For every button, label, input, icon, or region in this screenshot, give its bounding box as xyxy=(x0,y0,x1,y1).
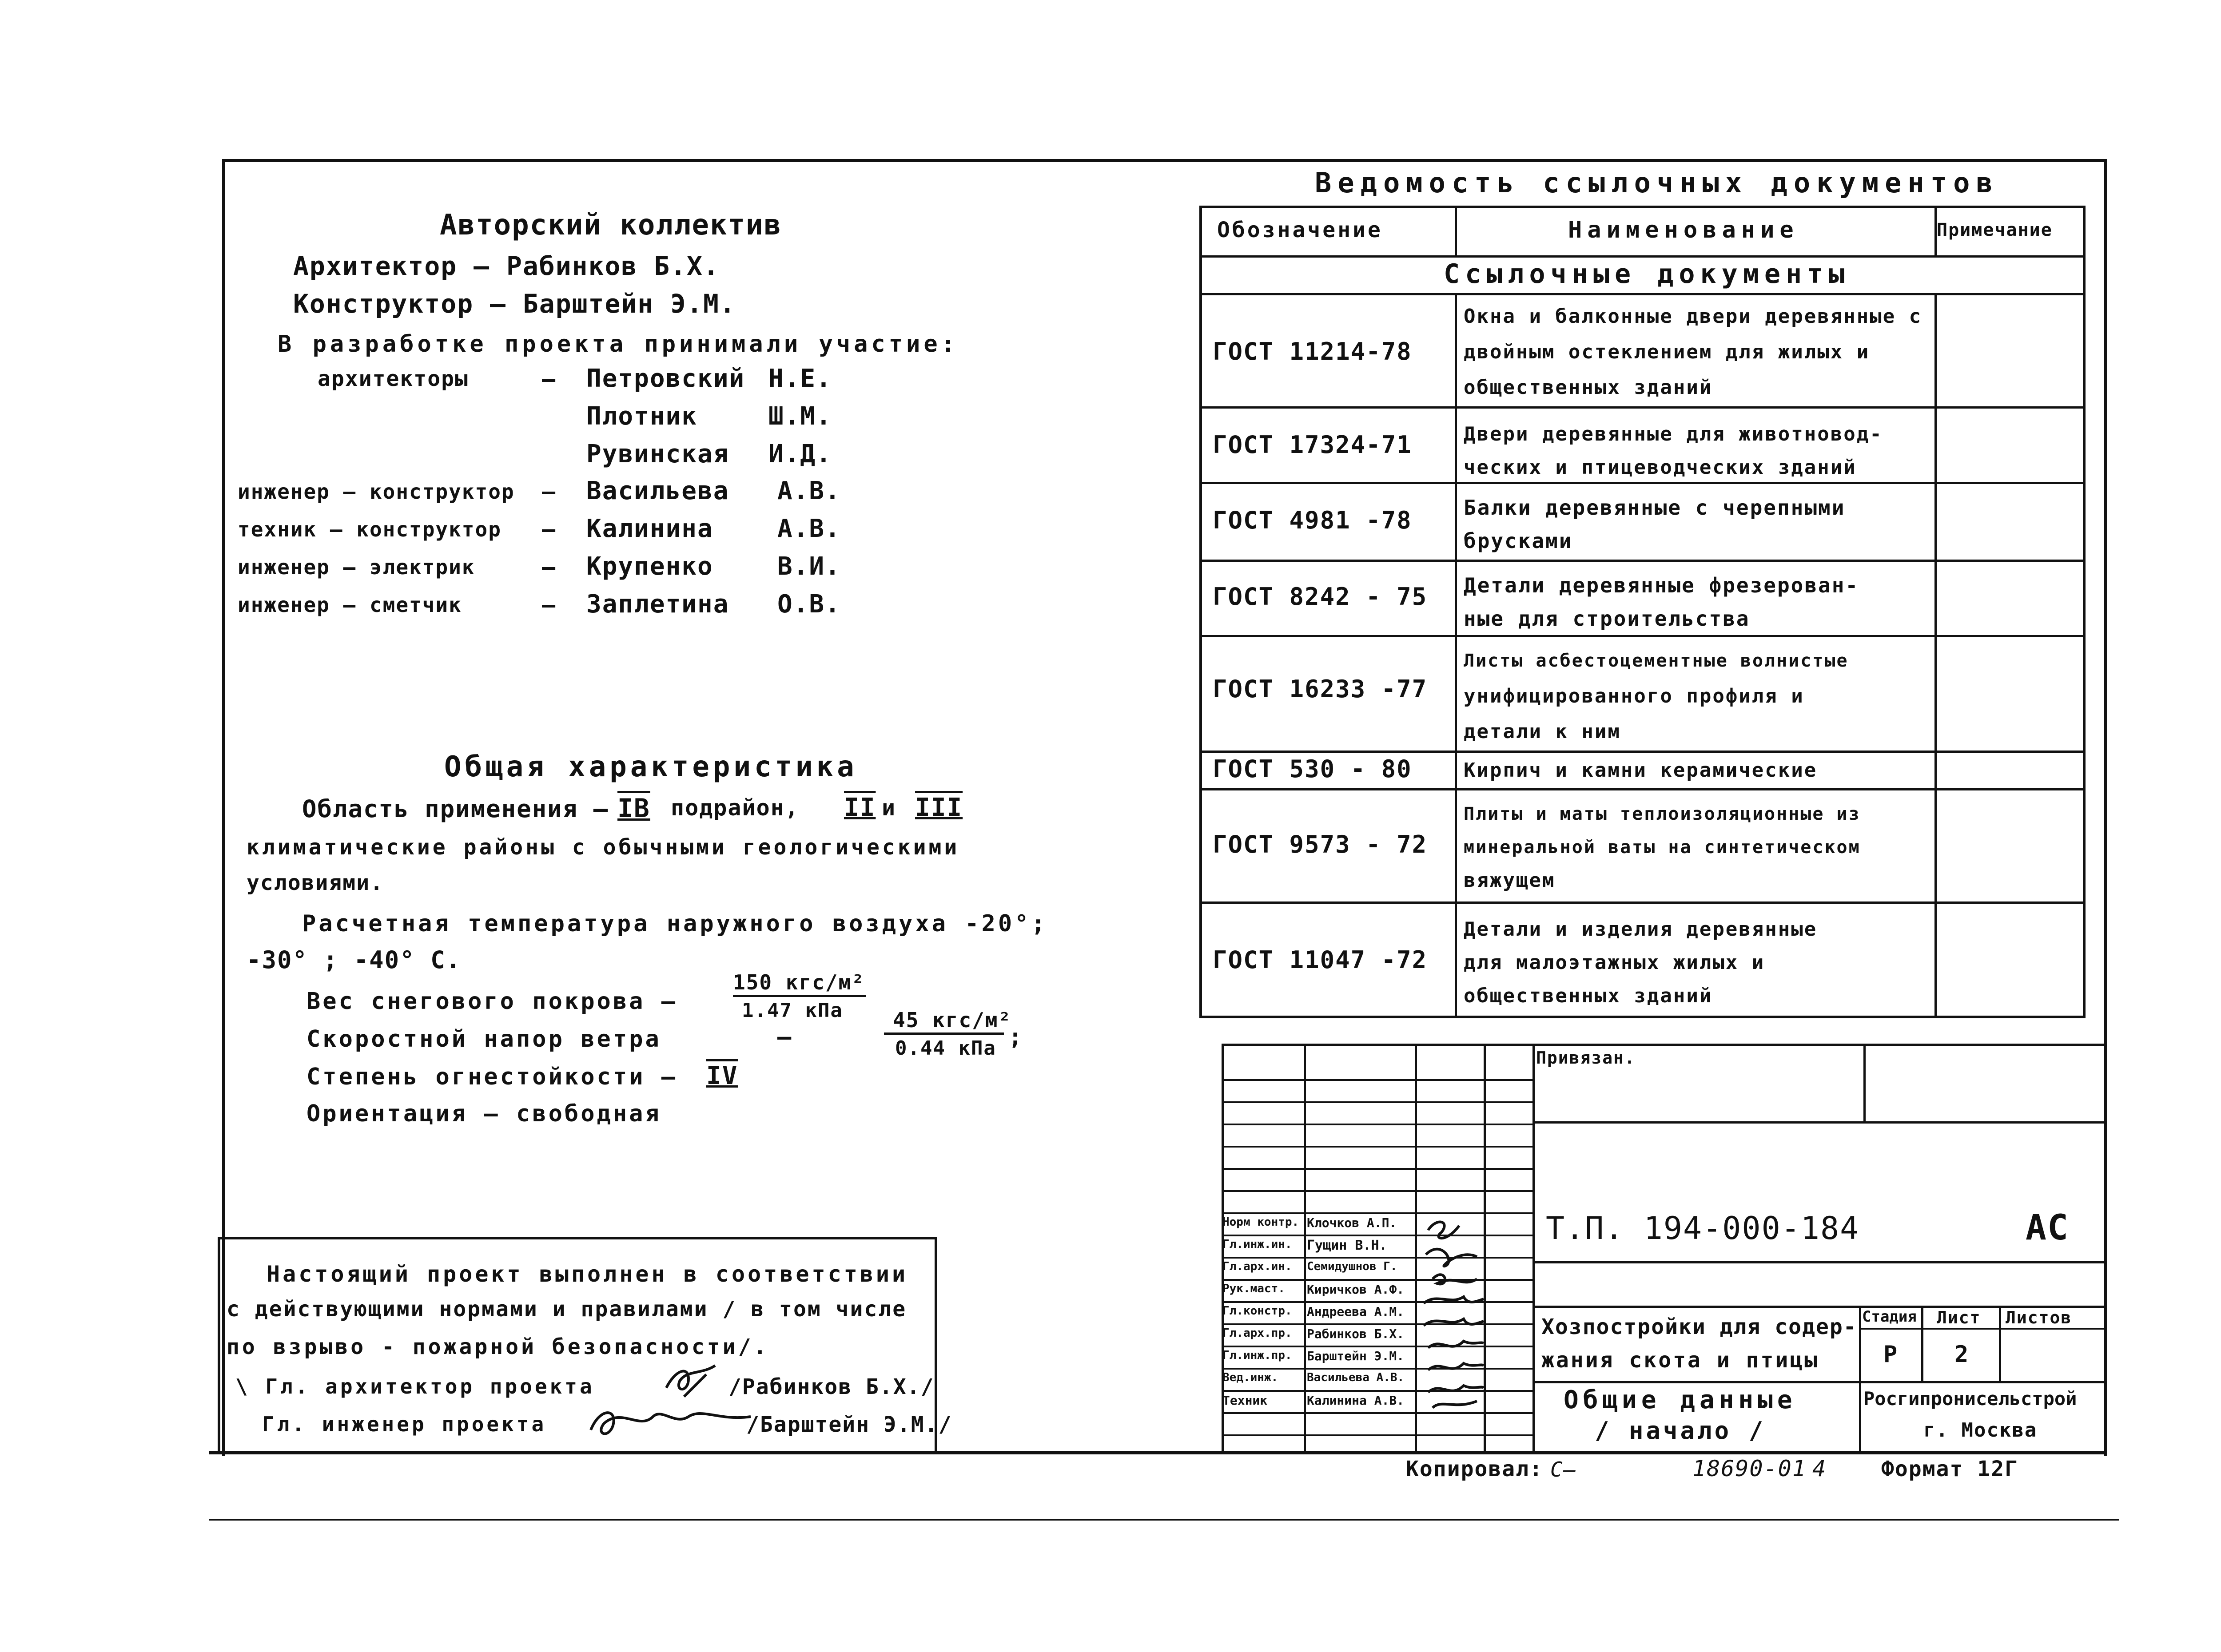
grid-hline xyxy=(1222,1434,1532,1436)
author-name: Петровский xyxy=(586,364,745,393)
section-row-line xyxy=(1199,293,2086,295)
ref-name-line: Детали и изделия деревянные xyxy=(1464,918,1818,941)
col-name-header: Наименование xyxy=(1568,217,1799,243)
fire-value: IV xyxy=(706,1061,738,1090)
author-role: техник — конструктор xyxy=(238,517,502,541)
ref-name-line: вяжущем xyxy=(1464,869,1556,892)
wind-label: Скоростной напор ветра xyxy=(306,1026,661,1052)
ref-code: ГОСТ 9573 - 72 xyxy=(1213,830,1428,858)
ref-name-line: для малоэтажных жилых и xyxy=(1464,951,1765,974)
trim-line xyxy=(209,1519,2119,1521)
stage-value: Р xyxy=(1883,1341,1899,1368)
author-dash: — xyxy=(542,516,557,542)
signatory-role: Гл.арх.ин. xyxy=(1222,1260,1292,1273)
author-initials: Ш.М. xyxy=(768,402,832,431)
chief-architect-name: /Рабинков Б.Х./ xyxy=(728,1374,935,1399)
climate-line: климатические районы с обычными геологическими xyxy=(247,835,960,860)
grid-hline xyxy=(1222,1346,1532,1347)
ref-name-line: общественных зданий xyxy=(1464,376,1713,399)
chief-engineer-role: Гл. инженер проекта xyxy=(262,1412,547,1436)
author-dash: — xyxy=(542,592,557,618)
drawing-number-suffix: 4 xyxy=(1812,1456,1827,1481)
fire-label: Степень огнестойкости — xyxy=(306,1064,678,1090)
row-line xyxy=(1199,788,2086,790)
format-label: Формат 12Г xyxy=(1881,1457,2018,1481)
ref-code: ГОСТ 17324-71 xyxy=(1213,431,1412,459)
grid-hline xyxy=(1222,1212,1532,1214)
signatory-name: Рабинков Б.Х. xyxy=(1307,1326,1405,1341)
signatory-role: Вед.инж. xyxy=(1222,1371,1278,1384)
signatory-name: Андреева А.М. xyxy=(1307,1304,1405,1319)
general-heading: Общая характеристика xyxy=(444,751,858,783)
wind-denominator: 0.44 кПа xyxy=(895,1037,996,1060)
compliance-line-1: Настоящий проект выполнен в соответствии xyxy=(267,1261,908,1287)
grid-vline xyxy=(1304,1044,1306,1454)
author-name: Плотник xyxy=(586,402,698,431)
chief-engineer-signature xyxy=(586,1399,755,1448)
zone-value: IВ xyxy=(617,793,650,823)
wind-fraction-bar xyxy=(884,1032,1004,1035)
grid-vline xyxy=(1415,1044,1417,1454)
stamp-hline xyxy=(1532,1381,2107,1383)
author-role: архитекторы xyxy=(318,366,469,391)
grid-hline xyxy=(1222,1124,1532,1125)
grid-hline xyxy=(1222,1412,1532,1414)
ref-code: ГОСТ 530 - 80 xyxy=(1213,755,1412,783)
stage-label: Стадия xyxy=(1862,1308,1917,1326)
privyazan-label: Привязан. xyxy=(1536,1048,1636,1068)
header-row-line xyxy=(1199,255,2086,258)
ref-name-line: Двери деревянные для животновод- xyxy=(1464,423,1883,445)
snow-fraction-bar xyxy=(733,995,866,997)
project-name-line-1: Хозпостройки для содер- xyxy=(1541,1314,1857,1339)
ref-code: ГОСТ 8242 - 75 xyxy=(1213,583,1428,611)
col-designation-header: Обозначение xyxy=(1217,218,1383,242)
ref-name-line: общественных зданий xyxy=(1464,985,1713,1007)
temperature-line-2: -30° ; -40° С. xyxy=(247,946,462,974)
author-name: Рувинская xyxy=(586,440,729,469)
ref-name-line: минеральной ваты на синтетическом xyxy=(1464,837,1861,858)
organization-line-2: г. Москва xyxy=(1923,1419,2038,1442)
zone-subregion: подрайон, xyxy=(671,795,799,821)
drawing-number: 18690-01 xyxy=(1692,1456,1807,1481)
section-header: Ссылочные документы xyxy=(1444,258,1850,290)
authors-constructor: Конструктор — Барштейн Э.М. xyxy=(293,289,736,319)
grid-hline xyxy=(1222,1257,1532,1259)
wind-numerator: 45 кгс/м² xyxy=(893,1008,1012,1032)
grid-vline xyxy=(1532,1044,1535,1454)
document-code: Т.П. 194-000-184 xyxy=(1546,1210,1860,1247)
ref-name-line: Детали деревянные фрезерован- xyxy=(1464,573,1859,597)
organization-line-1: Росгипронисельстрой xyxy=(1863,1388,2077,1410)
chief-architect-role: \ Гл. архитектор проекта xyxy=(235,1374,595,1398)
signatory-role: Гл.инж.пр. xyxy=(1222,1349,1292,1362)
document-mark: АС xyxy=(2026,1208,2069,1248)
signatory-role: Рук.маст. xyxy=(1222,1282,1285,1295)
author-name: Крупенко xyxy=(586,552,713,581)
ref-code: ГОСТ 4981 -78 xyxy=(1213,506,1412,534)
frame-top-line xyxy=(222,159,2106,162)
grid-hline xyxy=(1222,1146,1532,1148)
orientation-line: Ориентация — свободная xyxy=(306,1100,661,1127)
chief-engineer-name: /Барштейн Э.М./ xyxy=(746,1412,952,1437)
grid-hline xyxy=(1222,1101,1532,1103)
snow-denominator: 1.47 кПа xyxy=(742,999,843,1022)
ref-name-line: унифицированного профиля и xyxy=(1464,685,1804,707)
stamp-hline xyxy=(1532,1261,2107,1263)
col-line-1-body xyxy=(1455,293,1457,1018)
signatory-role: Норм контр. xyxy=(1222,1215,1299,1229)
stamp-hline xyxy=(1859,1328,2107,1330)
row-line xyxy=(1199,751,2086,753)
signatory-role: Гл.констр. xyxy=(1222,1304,1292,1318)
grid-hline xyxy=(1222,1168,1532,1170)
signatory-name: Киричков А.Ф. xyxy=(1307,1282,1405,1297)
sheet-value: 2 xyxy=(1954,1341,1970,1368)
ref-name-line: ческих и птицеводческих зданий xyxy=(1464,456,1857,479)
ref-name-line: ные для строительства xyxy=(1464,607,1750,631)
col-line-2-body xyxy=(1934,293,1937,1018)
signatory-name: Калинина А.В. xyxy=(1307,1393,1405,1408)
zone2-value: II xyxy=(844,793,876,822)
author-name: Калинина xyxy=(586,514,713,543)
author-role: инженер — сметчик xyxy=(238,593,462,617)
snow-label: Вес снегового покрова — xyxy=(306,988,678,1015)
ref-name-line: Плиты и маты теплоизоляционные из xyxy=(1464,804,1861,824)
grid-hline xyxy=(1222,1279,1532,1281)
stamp-hline xyxy=(1532,1121,2107,1124)
ref-code: ГОСТ 16233 -77 xyxy=(1213,675,1428,703)
stamp-vline xyxy=(1859,1306,1861,1454)
sheet-label: Лист xyxy=(1937,1308,1981,1327)
ref-name-line: Кирпич и камни керамические xyxy=(1464,759,1818,782)
row-line xyxy=(1199,901,2086,904)
author-dash: — xyxy=(542,479,557,504)
author-name: Заплетина xyxy=(586,590,729,619)
signatory-name: Семидушнов Г. xyxy=(1307,1260,1397,1273)
author-role: инженер — электрик xyxy=(238,555,475,579)
privyazan-vline xyxy=(1863,1044,1866,1121)
signatory-name: Гущин В.Н. xyxy=(1307,1238,1387,1253)
col-line-1 xyxy=(1455,206,1457,255)
wind-end: ; xyxy=(1008,1024,1023,1050)
author-initials: О.В. xyxy=(777,590,841,619)
stamp-signatures xyxy=(1419,1212,1486,1412)
signatory-role: Гл.арх.пр. xyxy=(1222,1326,1292,1340)
sheets-label: Листов xyxy=(2006,1308,2072,1327)
ref-name-line: брусками xyxy=(1464,529,1573,553)
copied-label: Копировал: xyxy=(1406,1457,1543,1481)
sheet-title-line-1: Общие данные xyxy=(1564,1386,1797,1414)
sheet-title-line-2: / начало / xyxy=(1595,1417,1766,1445)
author-initials: А.В. xyxy=(777,514,841,543)
signatory-role: Техник xyxy=(1222,1393,1268,1408)
temperature-line-1: Расчетная температура наружного воздуха -20°; xyxy=(302,910,1048,937)
author-role: инженер — конструктор xyxy=(238,480,515,504)
grid-hline xyxy=(1222,1301,1532,1303)
col-note-header: Примечание xyxy=(1937,220,2053,240)
signatory-role: Гл.инж.ин. xyxy=(1222,1238,1292,1251)
author-dash: — xyxy=(542,366,557,392)
grid-hline xyxy=(1222,1368,1532,1370)
project-name-line-2: жания скота и птицы xyxy=(1541,1348,1819,1373)
compliance-line-2: с действующими нормами и правилами / в том числе xyxy=(227,1297,907,1322)
row-line xyxy=(1199,406,2086,409)
author-dash: — xyxy=(542,554,557,580)
scope-label: Область применения — xyxy=(302,795,609,823)
signatory-name: Барштейн Э.М. xyxy=(1307,1349,1405,1363)
authors-participation: В разработке проекта принимали участие: xyxy=(278,331,959,357)
author-initials: В.И. xyxy=(777,552,841,581)
ref-name-line: детали к ним xyxy=(1464,720,1621,743)
author-initials: И.Д. xyxy=(768,440,832,469)
signatory-name: Клочков А.П. xyxy=(1307,1215,1397,1230)
references-title: Ведомость ссылочных документов xyxy=(1315,167,1999,199)
stamp-vline xyxy=(1921,1306,1923,1381)
copied-signature: С— xyxy=(1550,1457,1577,1481)
signatory-name: Васильева А.В. xyxy=(1307,1371,1405,1384)
grid-hline xyxy=(1222,1390,1532,1392)
ref-code: ГОСТ 11047 -72 xyxy=(1213,946,1428,974)
ref-code: ГОСТ 11214-78 xyxy=(1213,338,1412,365)
author-name: Васильева xyxy=(586,477,729,505)
grid-hline xyxy=(1222,1190,1532,1192)
conditions-line: условиями. xyxy=(247,870,384,895)
author-initials: А.В. xyxy=(777,477,841,505)
zone-and: и xyxy=(882,795,896,821)
ref-name-line: Листы асбестоцементные волнистые xyxy=(1464,651,1849,671)
wind-dash: — xyxy=(777,1024,792,1050)
compliance-line-3: по взрыво - пожарной безопасности/. xyxy=(227,1334,769,1359)
authors-heading: Авторский коллектив xyxy=(440,209,782,242)
zone3-value: III xyxy=(915,793,963,822)
author-initials: Н.Е. xyxy=(768,364,832,393)
stamp-vline xyxy=(1999,1306,2001,1381)
grid-hline xyxy=(1222,1235,1532,1236)
snow-numerator: 150 кгс/м² xyxy=(733,970,865,994)
row-line xyxy=(1199,560,2086,562)
authors-architect: Архитектор — Рабинков Б.Х. xyxy=(293,251,720,281)
ref-name-line: Окна и балконные двери деревянные с xyxy=(1464,305,1922,328)
ref-name-line: Балки деревянные с черепными xyxy=(1464,496,1846,520)
ref-name-line: двойным остеклением для жилых и xyxy=(1464,341,1870,363)
grid-hline xyxy=(1222,1323,1532,1325)
chief-architect-signature xyxy=(662,1361,724,1401)
grid-hline xyxy=(1222,1079,1532,1081)
